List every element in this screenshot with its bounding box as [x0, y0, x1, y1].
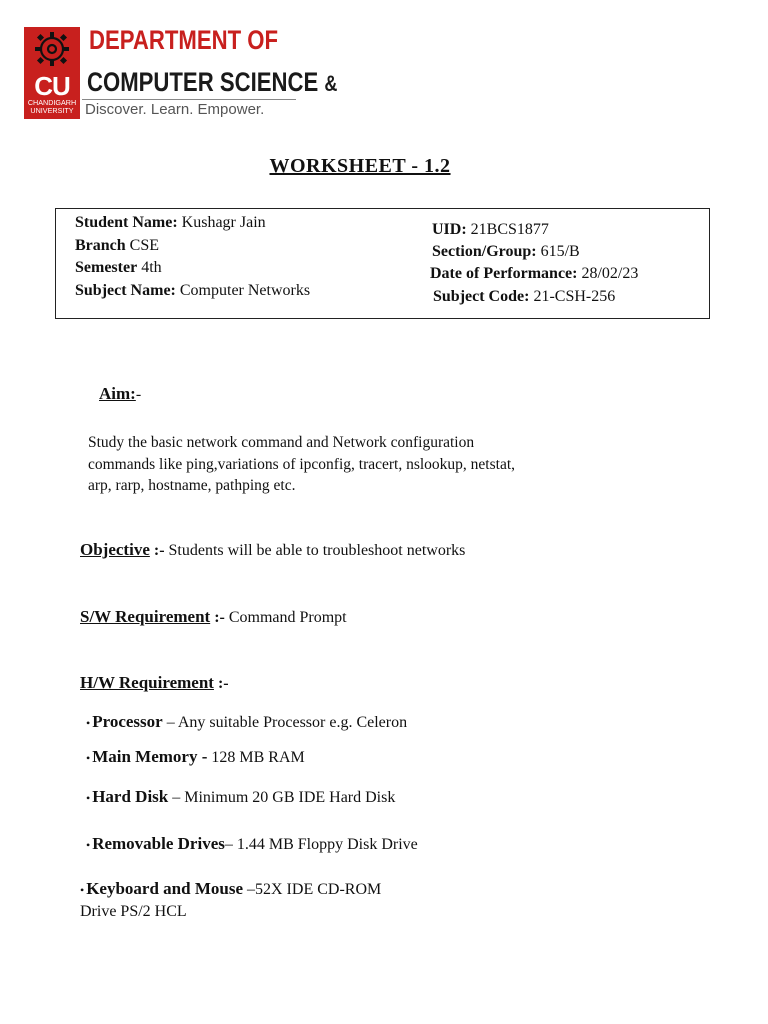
objective-text: Students will be able to troubleshoot networks	[168, 542, 466, 559]
branch-row: Branch CSE	[75, 237, 160, 254]
hw-item-main-memory: • Main Memory - 128 MB RAM	[86, 747, 305, 766]
hw-item-keyboard-mouse: • Keyboard and Mouse –52X IDE CD-ROM	[80, 879, 382, 898]
student-name-row: Student Name: Kushagr Jain	[75, 214, 266, 231]
header-divider	[82, 99, 296, 100]
aim-heading-row: Aim:-	[99, 384, 142, 403]
hw-requirement-row: H/W Requirement :-	[80, 673, 229, 692]
hw-item-removable-drives: • Removable Drives– 1.44 MB Floppy Disk Drive	[86, 834, 418, 853]
objective-row: Objective :- Students will be able to troubleshoot networks	[80, 540, 466, 559]
sw-requirement-heading: S/W Requirement	[80, 607, 211, 626]
subject-name-row: Subject Name: Computer Networks	[75, 282, 311, 299]
aim-text: Study the basic network command and Network configuration commands like ping,variations of ipconfig, tracert, nslookup, netstat, arp, rarp, hostname, pathping etc.	[88, 434, 516, 494]
sw-requirement-text: Command Prompt	[228, 609, 347, 626]
sw-requirement-row: S/W Requirement :- Command Prompt	[80, 607, 347, 626]
date-of-performance-row: Date of Performance: 28/02/23	[430, 265, 639, 282]
uid-row: UID: 21BCS1877	[432, 221, 549, 238]
hw-item-continuation: Drive PS/2 HCL	[80, 903, 187, 920]
worksheet-title: WORKSHEET - 1.2	[269, 155, 451, 177]
student-info-box	[55, 208, 710, 319]
hw-requirement-heading: H/W Requirement	[80, 673, 214, 692]
logo-letters: CU	[34, 71, 70, 101]
department-title-line2: COMPUTER SCIENCE &	[87, 67, 338, 97]
aim-heading: Aim:	[99, 384, 136, 403]
subject-code-row: Subject Code: 21-CSH-256	[433, 288, 616, 305]
semester-row: Semester 4th	[75, 259, 162, 276]
logo-university-name: CHANDIGARH UNIVERSITY	[27, 98, 77, 115]
tagline: Discover. Learn. Empower.	[85, 101, 265, 118]
gear-emblem-icon	[24, 27, 80, 73]
hw-item-processor: • Processor – Any suitable Processor e.g. Celeron	[86, 712, 408, 731]
university-logo	[24, 27, 80, 119]
section-group-row: Section/Group: 615/B	[432, 243, 580, 260]
hw-item-hard-disk: • Hard Disk – Minimum 20 GB IDE Hard Disk	[86, 787, 396, 806]
department-title-line1: DEPARTMENT OF	[89, 25, 279, 55]
objective-heading: Objective	[80, 540, 150, 559]
